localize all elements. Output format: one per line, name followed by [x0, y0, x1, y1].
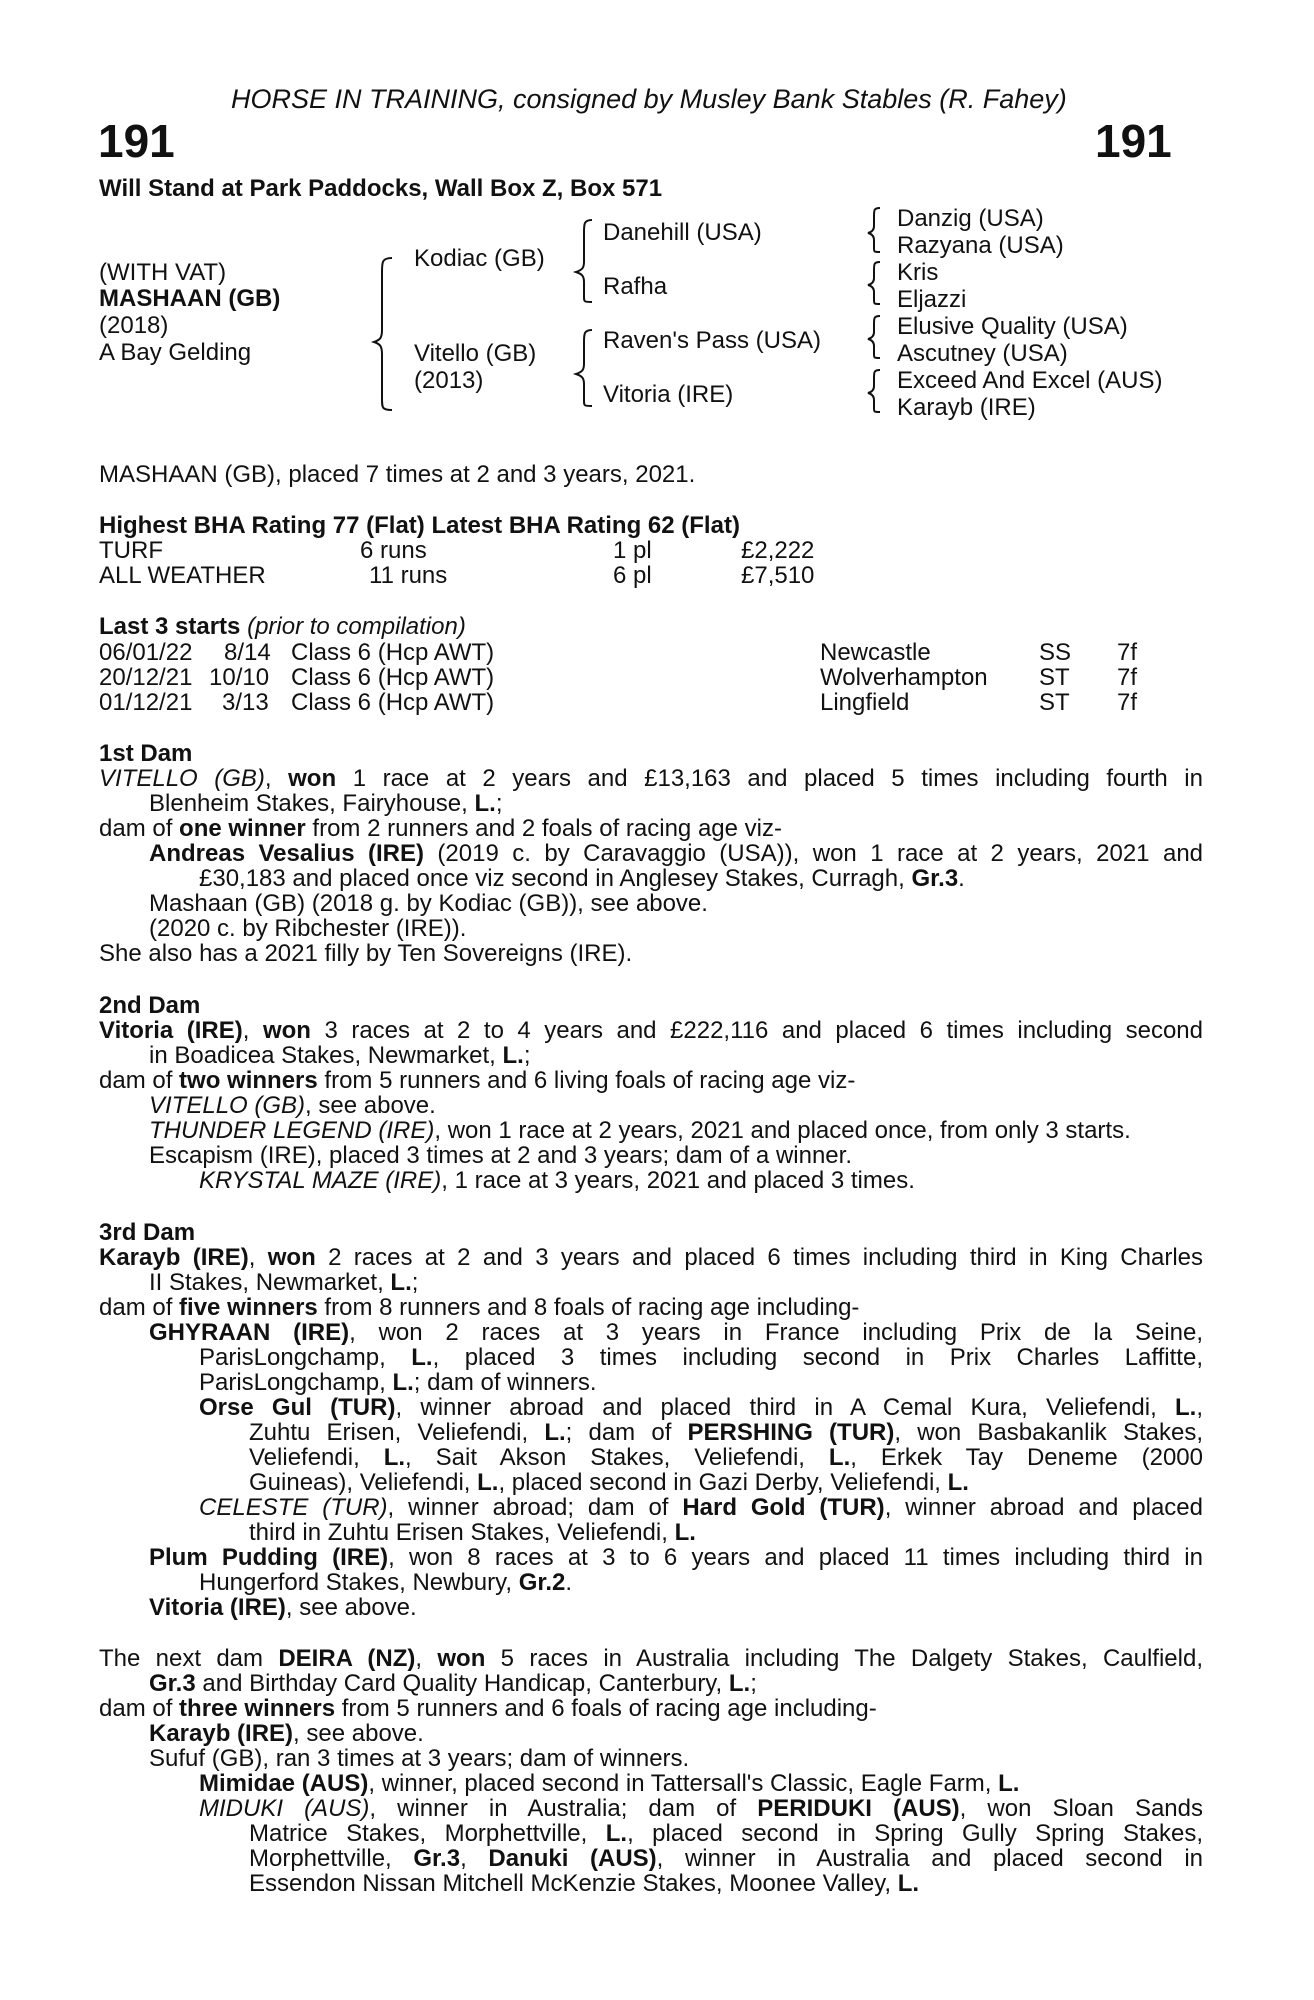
third-dam-line	[249, 1420, 1203, 1446]
text: , Sait Akson Stakes, Veliefendi,	[405, 1444, 829, 1471]
text: ;	[523, 1042, 531, 1069]
text: ;	[750, 1670, 757, 1697]
dam-name-italic: VITELLO (GB)	[99, 765, 265, 792]
second-dam-heading: 2nd Dam	[99, 992, 201, 1019]
text: and Birthday Card Quality Handicap, Canterbury,	[195, 1670, 729, 1697]
third-dam-heading: 3rd Dam	[99, 1219, 196, 1246]
ddd-name: Karayb (IRE)	[897, 394, 1036, 421]
third-dam-line	[199, 1570, 572, 1596]
text: dam of	[99, 815, 180, 842]
race-record: 2 races at 2 and 3 years and placed 6 times including third in King Charles	[315, 1244, 1203, 1271]
dam-year: (2013)	[414, 367, 484, 394]
progeny-name: Vitoria (IRE)	[149, 1594, 286, 1621]
progeny-name: CELESTE (TUR)	[199, 1494, 388, 1521]
text: ; dam of winners.	[413, 1369, 597, 1396]
text: Morphettville,	[249, 1845, 414, 1872]
text: , placed second in Spring Gully Spring Stakes,	[627, 1820, 1203, 1847]
grade: Gr.3	[911, 865, 959, 892]
text: , placed 3 times including second in Prix Charles Laffitte,	[432, 1344, 1203, 1371]
race-record: 5 races in Australia including The Dalgety Stakes, Caulfield,	[485, 1645, 1203, 1672]
second-dam-line	[149, 1118, 1131, 1144]
text: from 8 runners and 8 foals of racing age including-	[317, 1294, 860, 1321]
vat-status: (WITH VAT)	[99, 259, 227, 286]
next-dam-line	[149, 1671, 757, 1697]
second-dam-line	[149, 1043, 531, 1069]
text: ,	[460, 1845, 489, 1872]
grade: L.	[383, 1444, 406, 1471]
won-label: won	[267, 1244, 316, 1271]
surface: TURF	[99, 537, 163, 564]
text: Guineas), Veliefendi,	[249, 1469, 478, 1496]
grade: L.	[998, 1770, 1020, 1797]
sire-name: Kodiac (GB)	[414, 245, 545, 272]
second-dam-line	[149, 1093, 436, 1119]
next-dam-line	[199, 1771, 1019, 1797]
third-dam-line	[199, 1370, 597, 1396]
dds-name: Exceed And Excel (AUS)	[897, 367, 1163, 394]
sdd-name: Eljazzi	[897, 286, 967, 313]
runs-aw: 11 runs	[369, 562, 448, 589]
dsd-name: Ascutney (USA)	[897, 340, 1068, 367]
next-dam-line	[99, 1696, 877, 1722]
text: Zuhtu Erisen, Veliefendi,	[249, 1419, 545, 1446]
text: from 5 runners and 6 living foals of racing age viz-	[317, 1067, 856, 1094]
won-label: won	[437, 1645, 486, 1672]
first-dam-line	[99, 816, 782, 842]
start-class-3: Class 6 (Hcp AWT)	[291, 689, 495, 716]
separator: ,	[248, 1244, 268, 1271]
third-dam-line	[249, 1520, 696, 1546]
start-dist-1: 7f	[1117, 639, 1138, 666]
winners-count: five winners	[179, 1294, 318, 1321]
grade: L.	[728, 1670, 751, 1697]
text: , won 1 race at 2 years, 2021 and placed once, from only 3 starts.	[434, 1117, 1131, 1144]
grade: L.	[544, 1419, 566, 1446]
text: ,	[1196, 1394, 1204, 1421]
text: (2019 c. by Caravaggio (USA)), won 1 race at 2 years, 2021 and	[423, 840, 1204, 867]
start-date-3: 01/12/21	[99, 689, 193, 716]
start-going-3: ST	[1039, 689, 1070, 716]
dam-name: Vitello (GB)	[414, 340, 537, 367]
dam-name: DEIRA (NZ)	[278, 1645, 416, 1672]
third-dam-line	[149, 1595, 417, 1621]
last-starts-note: (prior to compilation)	[247, 613, 466, 640]
first-dam-line	[149, 791, 503, 817]
separator: ,	[264, 765, 289, 792]
text: Veliefendi,	[249, 1444, 384, 1471]
winners-count: three winners	[179, 1695, 336, 1722]
start-going-2: ST	[1039, 664, 1070, 691]
start-course-1: Newcastle	[820, 639, 931, 666]
progeny-name: PERSHING (TUR)	[687, 1419, 895, 1446]
grade: Gr.2	[518, 1569, 566, 1596]
text: from 2 runners and 2 foals of racing age viz-	[305, 815, 782, 842]
placed-aw: 6 pl	[613, 562, 652, 589]
progeny-name: GHYRAAN (IRE)	[149, 1319, 350, 1346]
third-dam-line	[149, 1545, 1203, 1571]
text: ParisLongchamp,	[199, 1344, 412, 1371]
progeny-name: Danuki (AUS)	[488, 1845, 657, 1872]
rating-row-aw	[99, 563, 266, 589]
won-label: won	[288, 765, 337, 792]
text: dam of	[99, 1294, 180, 1321]
dam-sire: Raven's Pass (USA)	[603, 327, 821, 354]
third-dam-line	[99, 1295, 859, 1321]
grade: Gr.3	[149, 1670, 196, 1697]
horse-description: A Bay Gelding	[99, 339, 252, 366]
text: Blenheim Stakes, Fairyhouse,	[149, 790, 475, 817]
grade: L.	[474, 790, 496, 817]
separator: ,	[242, 1017, 263, 1044]
progeny-name: Andreas Vesalius (IRE)	[149, 840, 424, 867]
grade: Gr.3	[413, 1845, 461, 1872]
winners-count: one winner	[179, 815, 306, 842]
next-dam-line: Sufuf (GB), ran 3 times at 3 years; dam of winners.	[149, 1745, 690, 1772]
start-dist-2: 7f	[1117, 664, 1138, 691]
last-starts-heading	[99, 614, 466, 640]
third-dam-line	[249, 1470, 969, 1496]
consignor-title: HORSE IN TRAINING, consigned by Musley Bank Stables (R. Fahey)	[231, 84, 1067, 114]
start-pos-2: 10/10	[209, 664, 270, 691]
progeny-name: Hard Gold (TUR)	[682, 1494, 885, 1521]
grade: L.	[502, 1042, 524, 1069]
text: ;	[495, 790, 503, 817]
text: ;	[411, 1269, 419, 1296]
rating-row-turf	[99, 538, 163, 564]
text: , winner in Australia; dam of	[369, 1795, 758, 1822]
dss-name: Elusive Quality (USA)	[897, 313, 1128, 340]
lot-number-right: 191	[1095, 115, 1172, 167]
race-record: 3 races at 2 to 4 years and £222,116 and placed 6 times including second	[310, 1017, 1203, 1044]
text: , winner abroad and placed third in A Cemal Kura, Veliefendi,	[395, 1394, 1176, 1421]
start-class-1: Class 6 (Hcp AWT)	[291, 639, 495, 666]
text: ; dam of	[565, 1419, 688, 1446]
grade: L.	[392, 1369, 414, 1396]
next-dam-line	[149, 1721, 424, 1747]
third-dam-line	[249, 1445, 1203, 1471]
text: , winner abroad; dam of	[387, 1494, 683, 1521]
progeny-name: Mimidae (AUS)	[199, 1770, 369, 1797]
progeny-name: VITELLO (GB)	[149, 1092, 306, 1119]
second-dam-line: Escapism (IRE), placed 3 times at 2 and 3 years; dam of a winner.	[149, 1142, 852, 1169]
start-pos-1: 8/14	[224, 639, 271, 666]
text: , Erkek Tay Deneme (2000	[850, 1444, 1204, 1471]
text: , see above.	[305, 1092, 436, 1119]
ssd-name: Razyana (USA)	[897, 232, 1064, 259]
first-dam-line	[149, 841, 1203, 867]
third-dam-line	[199, 1495, 1203, 1521]
text: from 5 runners and 6 foals of racing age including-	[335, 1695, 877, 1722]
lot-number-left: 191	[98, 115, 175, 167]
text: Hungerford Stakes, Newbury,	[199, 1569, 519, 1596]
horse-year: (2018)	[99, 312, 169, 339]
text: .	[565, 1569, 573, 1596]
grade: L.	[828, 1444, 851, 1471]
separator: ,	[415, 1645, 438, 1672]
third-dam-line	[149, 1270, 418, 1296]
grade: L.	[674, 1519, 696, 1546]
dam-name: Vitoria (IRE)	[99, 1017, 243, 1044]
next-dam-line	[249, 1846, 1203, 1872]
placed-turf: 1 pl	[613, 537, 652, 564]
text: , see above.	[285, 1594, 417, 1621]
progeny-name: THUNDER LEGEND (IRE)	[149, 1117, 435, 1144]
first-dam-line: She also has a 2021 filly by Ten Sovereigns (IRE).	[99, 940, 633, 967]
won-label: won	[262, 1017, 311, 1044]
sss-name: Danzig (USA)	[897, 205, 1044, 232]
text: , winner abroad and placed	[884, 1494, 1203, 1521]
text: , won 2 races at 3 years in France including Prix de la Seine,	[349, 1319, 1203, 1346]
runs-turf: 6 runs	[360, 537, 427, 564]
progeny-name: MIDUKI (AUS)	[199, 1795, 370, 1822]
next-dam-line	[249, 1871, 919, 1897]
grade: L.	[947, 1469, 969, 1496]
text: , won Basbakanlik Stakes,	[894, 1419, 1204, 1446]
last-starts-title: Last 3 starts	[99, 613, 241, 640]
first-dam-line	[99, 766, 1203, 792]
start-course-3: Lingfield	[820, 689, 910, 716]
text: Matrice Stakes, Morphettville,	[249, 1820, 606, 1847]
next-dam-line	[99, 1646, 1203, 1672]
grade: L.	[390, 1269, 412, 1296]
second-dam-line	[99, 1018, 1203, 1044]
second-dam-line	[99, 1068, 855, 1094]
start-dist-3: 7f	[1117, 689, 1138, 716]
third-dam-line	[199, 1345, 1203, 1371]
next-dam-line	[199, 1796, 1203, 1822]
text: II Stakes, Newmarket,	[149, 1269, 391, 1296]
text: The next dam	[99, 1645, 279, 1672]
text: , 1 race at 3 years, 2021 and placed 3 times.	[441, 1167, 915, 1194]
third-dam-line	[199, 1395, 1203, 1421]
sire-dam: Rafha	[603, 273, 668, 300]
progeny-name: Plum Pudding (IRE)	[149, 1544, 389, 1571]
third-dam-line	[149, 1320, 1203, 1346]
third-dam-line	[99, 1245, 1203, 1271]
grade: L.	[1175, 1394, 1197, 1421]
grade: L.	[897, 1870, 920, 1897]
text: Essendon Nissan Mitchell McKenzie Stakes, Moonee Valley,	[249, 1870, 898, 1897]
start-date-2: 20/12/21	[99, 664, 193, 691]
start-class-2: Class 6 (Hcp AWT)	[291, 664, 495, 691]
bha-rating-title: Highest BHA Rating 77 (Flat) Latest BHA Rating 62 (Flat)	[99, 512, 740, 539]
sds-name: Kris	[897, 259, 939, 286]
text: dam of	[99, 1067, 180, 1094]
first-dam-line: (2020 c. by Ribchester (IRE)).	[149, 915, 467, 942]
text: dam of	[99, 1695, 180, 1722]
text: , won 8 races at 3 to 6 years and placed 11 times including third in	[388, 1544, 1203, 1571]
text: , see above.	[293, 1720, 424, 1747]
start-date-1: 06/01/22	[99, 639, 193, 666]
prize-aw: £7,510	[741, 562, 815, 589]
surface: ALL WEATHER	[99, 562, 266, 589]
text: third in Zuhtu Erisen Stakes, Veliefendi,	[249, 1519, 675, 1546]
first-dam-heading: 1st Dam	[99, 740, 193, 767]
first-dam-line: Mashaan (GB) (2018 g. by Kodiac (GB)), see above.	[149, 890, 708, 917]
dam-name: Karayb (IRE)	[99, 1244, 249, 1271]
first-dam-line	[199, 866, 965, 892]
race-record: 1 race at 2 years and £13,163 and placed 5 times including fourth in	[336, 765, 1203, 792]
progeny-name: PERIDUKI (AUS)	[757, 1795, 960, 1822]
grade: L.	[477, 1469, 499, 1496]
text: , winner in Australia and placed second in	[656, 1845, 1204, 1872]
prize-turf: £2,222	[741, 537, 815, 564]
next-dam-line	[249, 1821, 1203, 1847]
start-going-1: SS	[1039, 639, 1072, 666]
stand-location: Will Stand at Park Paddocks, Wall Box Z, Box 571	[99, 175, 663, 202]
progeny-name: Orse Gul (TUR)	[199, 1394, 396, 1421]
start-pos-3: 3/13	[222, 689, 269, 716]
progeny-name: KRYSTAL MAZE (IRE)	[199, 1167, 442, 1194]
text: ParisLongchamp,	[199, 1369, 393, 1396]
grade: L.	[605, 1820, 628, 1847]
grade: L.	[411, 1344, 433, 1371]
text: , winner, placed second in Tattersall's Classic, Eagle Farm,	[368, 1770, 999, 1797]
winners-count: two winners	[179, 1067, 318, 1094]
progeny-name: Karayb (IRE)	[149, 1720, 294, 1747]
text: , placed second in Gazi Derby, Veliefendi,	[498, 1469, 948, 1496]
horse-name: MASHAAN (GB)	[99, 285, 281, 312]
dam-dam: Vitoria (IRE)	[603, 381, 734, 408]
text: £30,183 and placed once viz second in Anglesey Stakes, Curragh,	[199, 865, 912, 892]
text: , won Sloan Sands	[959, 1795, 1203, 1822]
text: .	[958, 865, 965, 892]
text: in Boadicea Stakes, Newmarket,	[149, 1042, 503, 1069]
race-summary: MASHAAN (GB), placed 7 times at 2 and 3 years, 2021.	[99, 461, 696, 488]
start-course-2: Wolverhampton	[820, 664, 988, 691]
sire-sire: Danehill (USA)	[603, 219, 762, 246]
second-dam-line	[199, 1168, 915, 1194]
